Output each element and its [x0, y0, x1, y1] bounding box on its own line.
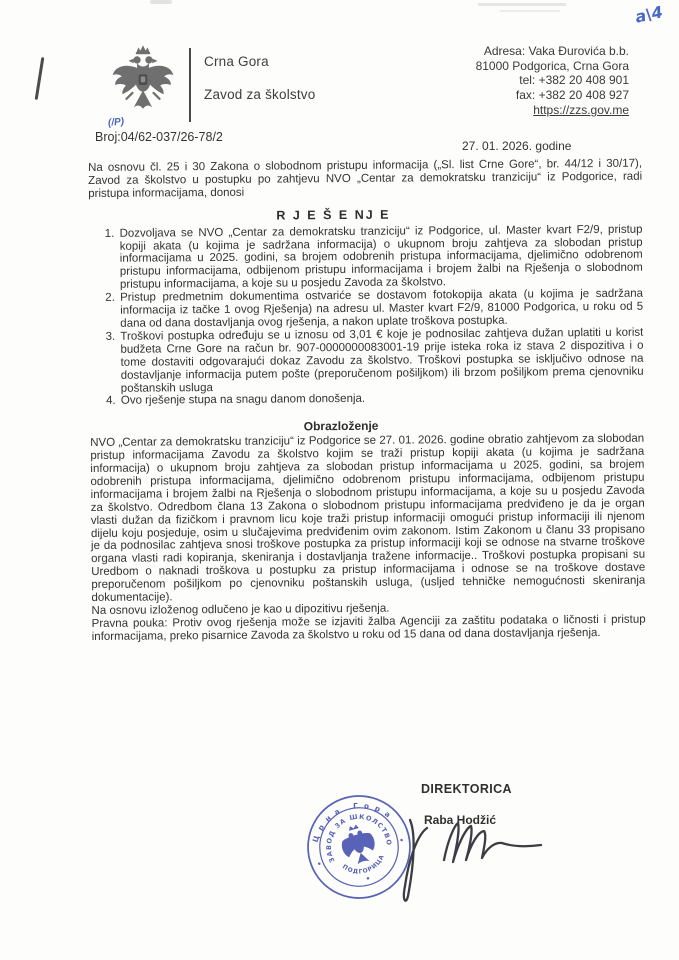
montenegro-coat-of-arms-icon	[110, 40, 176, 126]
website-link: https://zzs.gov.me	[533, 103, 629, 118]
ruling-items	[89, 223, 644, 408]
ruling-title: R J E Š E NJ E	[276, 207, 391, 223]
letterhead	[110, 40, 315, 126]
stamp-eagle-icon	[337, 821, 379, 867]
institution-label: Zavod za školstvo	[204, 87, 316, 102]
ruling-item-1: 1. Dozvoljava se NVO „Centar za demokratsku tranziciju“ iz Podgorice, ul. Master kvart F2/9, pristup kopiji akata (u kojima je sadržana informacija) o ukupnom broju zahtjeva za slobodan pristup informacijama u 2025. godini, sa brojem odobrenih pristupa informacijama, djelimično odobrenom pristupu informacijama, odbijenom pristupu informacijama i brojem žalbi na Rješenja o slobodnom pristupu informacijama, a koje su u posjedu Zavoda za školstvo.	[118, 223, 643, 292]
ruling-item-3: 3. Troškovi postupka određuju se u iznosu od 3,01 € koje je podnosilac zahtjeva dužan uplatiti u korist budžeta Crne Gore na račun br. 907-0000000083001-19 prije isteka roka iz stava 2 dispozitiva i o tome dostaviti odgovarajući dokaz Zavodu za školstvo. Troškovi postupka se isključivo odnose na dostavljanje informacija putem pošte (preporučenom pošiljkom) ili brzom pošiljkom prema cjenovniku poštanskih usluga	[118, 327, 643, 396]
ruling-item-2: 2. Pristup predmetnim dokumentima ostvariće se dostavom fotokopija akata (u kojima je sadržana informacija iz tačke 1 ovog Rješenja) na adresu ul. Master kvart F2/9, 81000 Podgorica, u roku od 5 dana od dana dostavljanja ovog rješenja, a nakon uplate troškova postupka.	[118, 288, 643, 331]
handwritten-number-mark: (/P)	[107, 116, 125, 129]
document-number: Broj:04/62-037/26-78/2	[95, 130, 223, 144]
stamp-inner-text: ЗАВОД ЗА ШКОЛСТВО	[324, 812, 394, 864]
handwritten-signature	[392, 798, 554, 914]
ruling-item-4: 4. Ovo rješenje stupa na snagu danom donošenja.	[119, 391, 644, 408]
document-body	[88, 158, 646, 644]
address-line: 81000 Podgorica, Crna Gora	[475, 58, 629, 73]
handwritten-pen-stroke	[35, 57, 45, 100]
document-date: 27. 01. 2026. godine	[462, 139, 572, 153]
stamp-bottom-text: ПОДГОРИЦА	[341, 853, 386, 876]
explanation-heading: Obrazloženje	[303, 419, 379, 434]
country-label: Crna Gora	[204, 54, 269, 69]
address-line: Adresa: Vaka Đurovića b.b.	[483, 44, 629, 58]
scan-artifact	[500, 10, 560, 12]
address-line: tel: +382 20 408 901	[519, 73, 629, 88]
scan-artifact	[478, 3, 566, 6]
logo-divider	[189, 48, 191, 122]
handwritten-corner-mark: a\4	[633, 2, 665, 27]
intro-paragraph: Na osnovu čl. 25 i 30 Zakona o slobodnom pristupu informacija („Sl. list Crne Gore“, br. 44/12 i 30/17), Zavod za školstvo u postupku po zahtjevu NVO „Centar za demokratsku tranziciju“ iz Podgorice, radi pristupa informacijama, donosi	[88, 157, 643, 200]
stamp-outer-text: Црна Гора	[310, 800, 397, 844]
legal-remedy: Pravna pouka: Protiv ovog rješenja može se izjaviti žalba Agenciji za zaštitu podataka o ličnosti i pristup informacijama, preko pisarnice Zavoda za školstvo u roku od 15 dana od dana dostavljanja rješenja.	[91, 613, 646, 643]
explanation-conclusion: Na osnovu izloženog odlučeno je kao u dipozitivu rješenja.	[91, 602, 390, 617]
address-line: fax: +382 20 408 927	[515, 87, 629, 102]
explanation-paragraph: NVO „Centar za demokratsku tranziciju“ iz Podgorice se 27. 01. 2026. godine obratio zahtjevom za slobodan pristup informacijama Zavodu za školstvo kojim se traži pristup kopiji akata (u kojima je sadržana informacija) o ukupnom broju zahtjeva za slobodan pristup informacijama u 2025. godini, sa brojem odobrenih pristupa informacijama, djelimično odobrenom pristupu informacijama, odbijenom pristupu informacijama i brojem žalbi na Rješenja o slobodnom pristupu informacijama, a koje su u posjedu Zavoda za školstvo. Odredbom člana 13 Zakona o slobodnom pristupu informacijama predviđeno je da je organ vlasti dužan da fizičkom i pravnom licu koje traži pristup informaciji omogući pristup informaciji ili njenom dijelu koju posjeduje, osim u slučajevima predviđenim ovim zakonom. Istim Zakonom u članu 33 propisano je da podnosilac zahtjeva snosi troškove postupka za pristup informaciji koji se odnose na stvarne troškove organa vlasti radi kopiranja, skeniranja i dostavljanja tražene informacije.. Troškovi postupka propisani su Uredbom o naknadi troškova u postupku za pristup informacijama i odnose se na troškove dostave preporučenom pošiljkom po cjenovniku poštanskih usluga, (usljed tehničke nemogućnosti skeniranja dokumentacije).	[90, 432, 646, 605]
address-block	[476, 44, 629, 118]
director-title: DIREKTORICA	[421, 782, 512, 796]
director-name: Raba Hodžić	[424, 813, 497, 827]
scan-artifact	[150, 0, 172, 4]
